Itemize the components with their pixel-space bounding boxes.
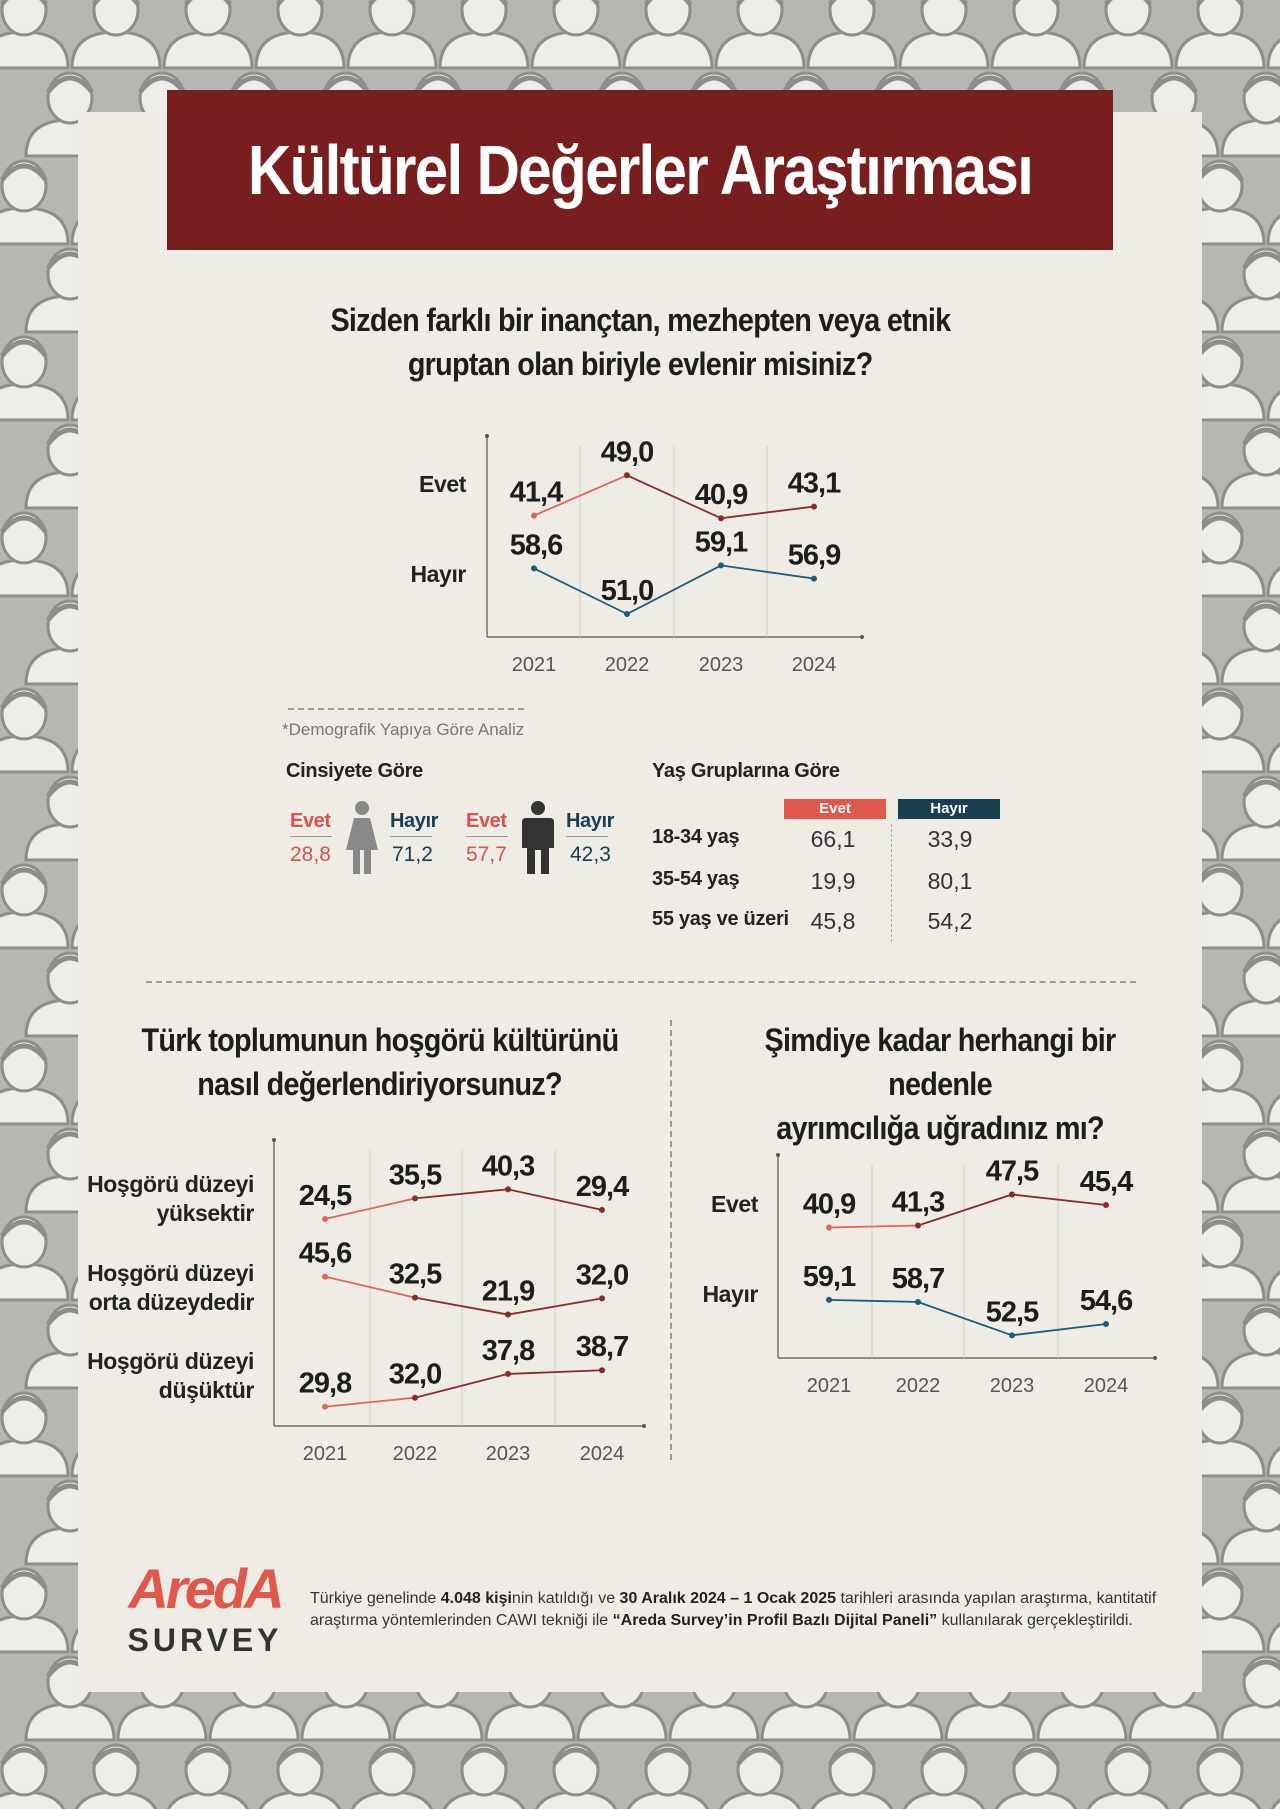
female-hayir-value: 71,2 bbox=[392, 843, 433, 866]
age-hayir-value: 33,9 bbox=[927, 826, 973, 852]
x-tick-label: 2023 bbox=[485, 1443, 531, 1465]
gender-heading: Cinsiyete Göre bbox=[286, 760, 423, 782]
data-label: 49,0 bbox=[600, 436, 654, 469]
data-point bbox=[826, 1297, 832, 1303]
age-evet-value: 45,8 bbox=[810, 908, 856, 934]
series-line-segment bbox=[829, 1226, 918, 1228]
chart3-row-label-evet: Evet bbox=[711, 1191, 758, 1217]
x-tick-label: 2023 bbox=[989, 1375, 1035, 1397]
x-tick-label: 2021 bbox=[302, 1443, 348, 1465]
age-hayir-value: 54,2 bbox=[927, 908, 973, 934]
data-label: 54,6 bbox=[1079, 1285, 1133, 1318]
areda-logo bbox=[110, 1556, 300, 1656]
chart3-question: Şimdiye kadar herhangi bir nedenle ayrımcılığa uğradınız mı? bbox=[764, 1022, 1116, 1146]
age-heading: Yaş Gruplarına Göre bbox=[652, 760, 840, 782]
female-hayir-label: Hayır bbox=[390, 810, 439, 832]
x-tick-label: 2022 bbox=[895, 1375, 941, 1397]
data-point bbox=[915, 1299, 921, 1305]
data-label: 24,5 bbox=[298, 1180, 352, 1213]
age-hayir-value: 80,1 bbox=[927, 868, 973, 894]
data-label: 35,5 bbox=[388, 1159, 442, 1192]
x-tick-label: 2024 bbox=[579, 1443, 625, 1465]
data-label: 41,4 bbox=[509, 476, 563, 509]
x-tick-label: 2021 bbox=[806, 1375, 852, 1397]
chart2-row-label-medium: Hoşgörü düzeyi orta düzeydedir bbox=[87, 1260, 254, 1315]
male-hayir-value: 42,3 bbox=[570, 843, 611, 866]
data-point bbox=[826, 1225, 832, 1231]
chart1-row-label-evet: Evet bbox=[419, 471, 466, 497]
data-label: 29,8 bbox=[298, 1367, 352, 1400]
male-evet-value: 57,7 bbox=[466, 843, 507, 866]
age-evet-value: 66,1 bbox=[810, 826, 856, 852]
female-evet-label: Evet bbox=[290, 810, 331, 832]
data-point bbox=[1009, 1192, 1015, 1198]
chart1-row-label-hayir: Hayır bbox=[410, 561, 466, 587]
y-axis-end bbox=[776, 1153, 780, 1157]
data-label: 58,6 bbox=[509, 529, 563, 562]
data-point bbox=[1009, 1332, 1015, 1338]
age-row-label: 55 yaş ve üzeri bbox=[652, 908, 789, 930]
data-label: 32,0 bbox=[575, 1259, 629, 1292]
data-point bbox=[1103, 1202, 1109, 1208]
data-label: 51,0 bbox=[600, 575, 654, 607]
data-point bbox=[1103, 1321, 1109, 1327]
female-evet-value: 28,8 bbox=[290, 843, 331, 866]
x-tick-label: 2024 bbox=[791, 654, 837, 676]
data-point bbox=[915, 1223, 921, 1229]
male-evet-label: Evet bbox=[466, 810, 507, 832]
page-title: Kültürel Değerler Araştırması bbox=[167, 90, 1113, 250]
data-label: 43,1 bbox=[787, 467, 841, 500]
data-label: 45,4 bbox=[1079, 1166, 1133, 1198]
data-label: 41,3 bbox=[891, 1186, 945, 1219]
x-tick-label: 2022 bbox=[604, 654, 650, 676]
chart3-row-label-hayir: Hayır bbox=[702, 1281, 758, 1307]
age-col-hayir: Hayır bbox=[898, 799, 1000, 819]
x-tick-label: 2022 bbox=[392, 1443, 438, 1465]
svg-text:AredA: AredA bbox=[128, 1557, 282, 1620]
data-label: 38,7 bbox=[575, 1331, 629, 1364]
age-row-label: 18-34 yaş bbox=[652, 826, 740, 848]
chart2-row-label-high: Hoşgörü düzeyi yüksektir bbox=[87, 1171, 254, 1226]
data-label: 21,9 bbox=[481, 1275, 535, 1308]
data-label: 58,7 bbox=[891, 1262, 945, 1295]
data-label: 45,6 bbox=[298, 1237, 352, 1270]
data-label: 40,3 bbox=[481, 1150, 535, 1183]
data-label: 59,1 bbox=[694, 526, 748, 559]
x-tick-label: 2023 bbox=[698, 654, 744, 676]
data-label: 29,4 bbox=[575, 1170, 629, 1203]
svg-text:SURVEY: SURVEY bbox=[127, 1622, 283, 1656]
age-evet-value: 19,9 bbox=[810, 868, 856, 894]
chart2-row-label-low: Hoşgörü düzeyi düşüktür bbox=[87, 1348, 254, 1403]
data-label: 40,9 bbox=[694, 479, 748, 512]
data-label: 52,5 bbox=[985, 1296, 1039, 1329]
age-col-evet: Evet bbox=[784, 799, 886, 819]
data-label: 47,5 bbox=[985, 1155, 1039, 1188]
footer-methodology: Türkiye genelinde 4.048 kişinin katıldığı ve 30 Aralık 2024 – 1 Ocak 2025 tarihleri arasında yapılan araştırma, kantitatif araştırma yöntemlerinden CAWI tekniği ile “Areda Survey’in Profil Bazlı Dijital Paneli” kullanılarak gerçekleştirildi. bbox=[310, 1590, 1157, 1629]
data-label: 32,5 bbox=[388, 1258, 442, 1291]
data-label: 40,9 bbox=[802, 1188, 856, 1221]
data-label: 37,8 bbox=[481, 1334, 535, 1367]
x-tick-label: 2021 bbox=[511, 654, 557, 676]
data-label: 59,1 bbox=[802, 1260, 856, 1293]
demographic-note: *Demografik Yapıya Göre Analiz bbox=[282, 720, 525, 739]
series-line-segment bbox=[829, 1300, 918, 1302]
chart1-question: Sizden farklı bir inançtan, mezhepten veya etnik gruptan olan biriyle evlenir misiniz? bbox=[329, 302, 951, 382]
chart2-question: Türk toplumunun hoşgörü kültürünü nasıl değerlendiriyorsunuz? bbox=[141, 1022, 619, 1102]
age-row-label: 35-54 yaş bbox=[652, 868, 740, 890]
data-label: 56,9 bbox=[787, 539, 841, 572]
male-hayir-label: Hayır bbox=[566, 810, 615, 832]
x-axis-end bbox=[1153, 1356, 1157, 1360]
x-tick-label: 2024 bbox=[1083, 1375, 1129, 1397]
data-label: 32,0 bbox=[388, 1358, 442, 1391]
